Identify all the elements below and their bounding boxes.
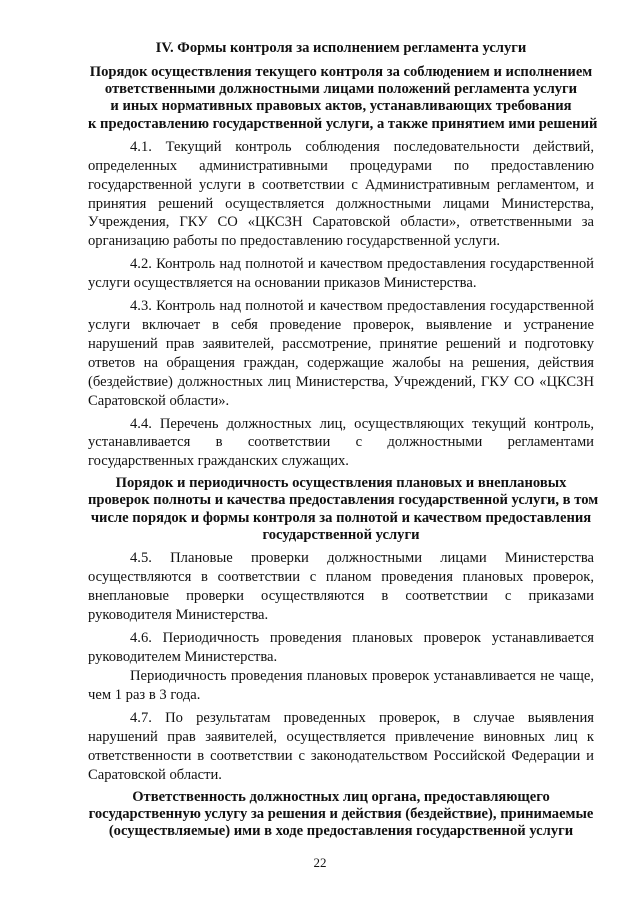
paragraph-4-2: 4.2. Контроль над полнотой и качеством предоставления государственной услуги осуществляется на основании приказов Министерства. xyxy=(88,256,594,292)
heading-line: к предоставлению государственной услуги, а также принятием ими решений xyxy=(88,115,598,132)
paragraph-4-7: 4.7. По результатам проведенных проверок, в случае выявления нарушений прав заявителей, осуществляется привлечение виновных лиц к ответственности в соответствии с законодательством Российской Федерации и Саратовской области. xyxy=(88,710,594,783)
heading-line: государственной услуги xyxy=(262,526,420,543)
heading-line: и иных нормативных правовых актов, устанавливающих требования xyxy=(110,98,572,115)
heading-line: Ответственность должностных лиц органа, предоставляющего xyxy=(132,788,550,805)
heading-line: числе порядок и формы контроля за полнотой и качеством предоставления xyxy=(90,509,592,526)
heading-line: ответственными должностными лицами положений регламента услуги xyxy=(104,81,578,98)
paragraph-4-3: 4.3. Контроль над полнотой и качеством предоставления государственной услуги включает в себя проведение проверок, выявление и устранение нарушений прав заявителей, рассмотрение, принятие решений и подготовку ответов на обращения граждан, содержащие жалобы на решения, действия (бездействие) должностных лиц Министерства, Учреждений, ГКУ СО «ЦКСЗН Саратовской области». xyxy=(88,298,594,409)
heading-line: проверок полноты и качества предоставления государственной услуги, в том xyxy=(88,492,599,509)
paragraph-periodicity: Периодичность проведения плановых проверок устанавливается не чаще, чем 1 раз в 3 года. xyxy=(88,668,594,704)
paragraph-4-1: 4.1. Текущий контроль соблюдения последовательности действий, определенных административными процедурами по предоставлению государственной услуги в соответствии с Административным регламентом, и принятия решений осуществляется должностными лицами Министерства, Учреждения, ГКУ СО «ЦКСЗН Саратовской области», ответственными за организацию работы по предоставлению государственной услуги. xyxy=(88,138,594,250)
heading-line: Порядок осуществления текущего контроля за соблюдением и исполнением xyxy=(89,64,593,80)
paragraph-4-5: 4.5. Плановые проверки должностными лицами Министерства осуществляются в соответствии с планом проведения плановых проверок, внеплановые проверки осуществляются в соответствии с приказами руководителя Министерства. xyxy=(88,550,594,623)
heading-current-control xyxy=(88,64,598,133)
page-number: 22 xyxy=(313,855,327,870)
paragraph-4-6: 4.6. Периодичность проведения плановых проверок устанавливается руководителем Министерства. xyxy=(88,629,594,665)
document-page xyxy=(88,40,599,846)
heading-line: государственную услугу за решения и действия (бездействие), принимаемые xyxy=(88,806,594,823)
paragraph-4-4: 4.4. Перечень должностных лиц, осуществляющих текущий контроль, устанавливается в соответствии с должностными регламентами государственных гражданских служащих. xyxy=(88,415,594,470)
section-title: IV. Формы контроля за исполнением регламента услуги xyxy=(155,40,527,56)
heading-inspections xyxy=(88,475,599,544)
heading-line: Порядок и периодичность осуществления плановых и внеплановых xyxy=(115,475,567,492)
heading-line: (осуществляемые) ими в ходе предоставления государственной услуги xyxy=(108,823,574,840)
heading-responsibility xyxy=(88,789,594,841)
